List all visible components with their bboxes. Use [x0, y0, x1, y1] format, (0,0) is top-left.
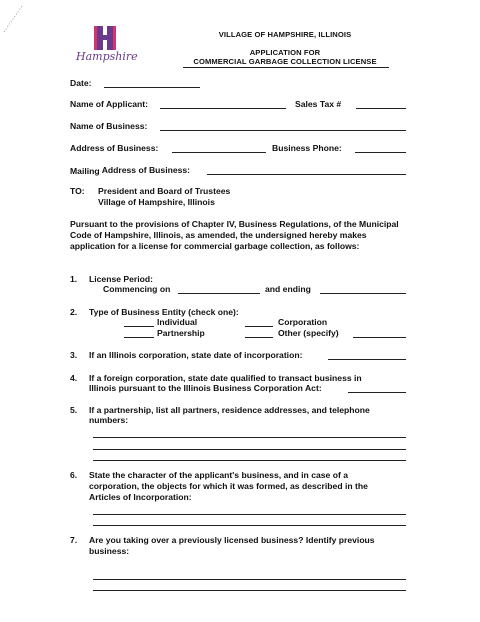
- individual-checkbox[interactable]: [124, 326, 154, 327]
- village-title: VILLAGE OF HAMPSHIRE, ILLINOIS: [218, 30, 352, 39]
- mailing-business: Business:: [148, 165, 191, 175]
- to-line1: President and Board of Trustees: [98, 186, 231, 196]
- item1-ending: and ending: [265, 284, 311, 294]
- item1-commencing: Commencing on: [103, 284, 171, 294]
- mailing-address-of: Address of: [101, 165, 147, 175]
- address-field[interactable]: [172, 152, 266, 153]
- item6-line2: corporation, the objects for which it was formed, as described in the: [89, 481, 368, 491]
- previous-business-line-1[interactable]: [93, 579, 406, 580]
- business-field[interactable]: [160, 130, 406, 131]
- sales-tax-label: Sales Tax #: [295, 99, 342, 109]
- incorporation-date-field[interactable]: [328, 359, 406, 360]
- logo-script: Hampshire: [76, 50, 138, 63]
- partners-line-2[interactable]: [93, 449, 406, 450]
- item6-line1: State the character of the applicant's business, and in case of a: [89, 470, 348, 480]
- item2-title: Type of Business Entity (check one):: [89, 307, 239, 317]
- corporation-label: Corporation: [278, 317, 328, 327]
- mailing-label: [70, 165, 190, 176]
- address-label: Address of Business:: [70, 143, 159, 153]
- corporation-checkbox[interactable]: [245, 326, 273, 327]
- item1-num: 1.: [70, 274, 78, 284]
- header-rule: [183, 67, 389, 68]
- applicant-field[interactable]: [160, 108, 286, 109]
- scan-mark: [2, 4, 24, 34]
- partnership-label: Partnership: [157, 328, 205, 338]
- item6-line3: Articles of Incorporation:: [89, 492, 192, 502]
- item5-line1: If a partnership, list all partners, residence addresses, and telephone: [89, 405, 370, 415]
- qualified-date-field[interactable]: [348, 392, 406, 393]
- item7-num: 7.: [70, 535, 78, 545]
- business-label: Name of Business:: [70, 121, 148, 131]
- item5-num: 5.: [70, 405, 78, 415]
- to-line2: Village of Hampshire, Illinois: [98, 197, 215, 207]
- hampshire-logo: [76, 24, 138, 70]
- other-label: Other (specify): [278, 328, 339, 338]
- date-field[interactable]: [104, 87, 200, 88]
- item7-line1: Are you taking over a previously licensed business? Identify previous: [89, 535, 375, 545]
- item2-num: 2.: [70, 307, 78, 317]
- commencing-field[interactable]: [178, 293, 260, 294]
- previous-business-line-2[interactable]: [93, 590, 406, 591]
- item3-text: If an Illinois corporation, state date of incorporation:: [89, 350, 303, 360]
- partners-line-3[interactable]: [93, 460, 406, 461]
- other-checkbox[interactable]: [245, 337, 273, 338]
- item3-num: 3.: [70, 350, 78, 360]
- application-for: APPLICATION FOR: [249, 48, 321, 57]
- to-label: TO:: [70, 186, 85, 196]
- item1-title: License Period:: [89, 274, 153, 284]
- date-label: Date:: [70, 78, 92, 88]
- partnership-checkbox[interactable]: [124, 337, 154, 338]
- item4-num: 4.: [70, 373, 78, 383]
- mailing-word: Mailing: [70, 166, 100, 176]
- sales-tax-field[interactable]: [356, 108, 406, 109]
- logo-h-icon: [76, 24, 132, 70]
- item7-line2: business:: [89, 546, 130, 556]
- mailing-field[interactable]: [207, 174, 406, 175]
- phone-label: Business Phone:: [272, 143, 342, 153]
- phone-field[interactable]: [355, 152, 406, 153]
- item4-line2: Illinois pursuant to the Illinois Business Corporation Act:: [89, 383, 322, 393]
- individual-label: Individual: [157, 317, 198, 327]
- license-type: COMMERCIAL GARBAGE COLLECTION LICENSE: [193, 57, 377, 66]
- ending-field[interactable]: [320, 293, 406, 294]
- item6-num: 6.: [70, 470, 78, 480]
- other-specify-field[interactable]: [353, 337, 406, 338]
- intro-paragraph: Pursuant to the provisions of Chapter IV, Business Regulations, of the Municipal Code of Hampshire, Illinois, as amended, the undersigned hereby makes application for a license for commercial garbage collection, as follows:: [70, 219, 399, 251]
- item5-line2: numbers:: [89, 415, 129, 425]
- character-line-2[interactable]: [93, 525, 406, 526]
- applicant-label: Name of Applicant:: [70, 99, 148, 109]
- character-line-1[interactable]: [93, 514, 406, 515]
- item4-line1: If a foreign corporation, state date qualified to transact business in: [89, 373, 362, 383]
- partners-line-1[interactable]: [93, 437, 406, 438]
